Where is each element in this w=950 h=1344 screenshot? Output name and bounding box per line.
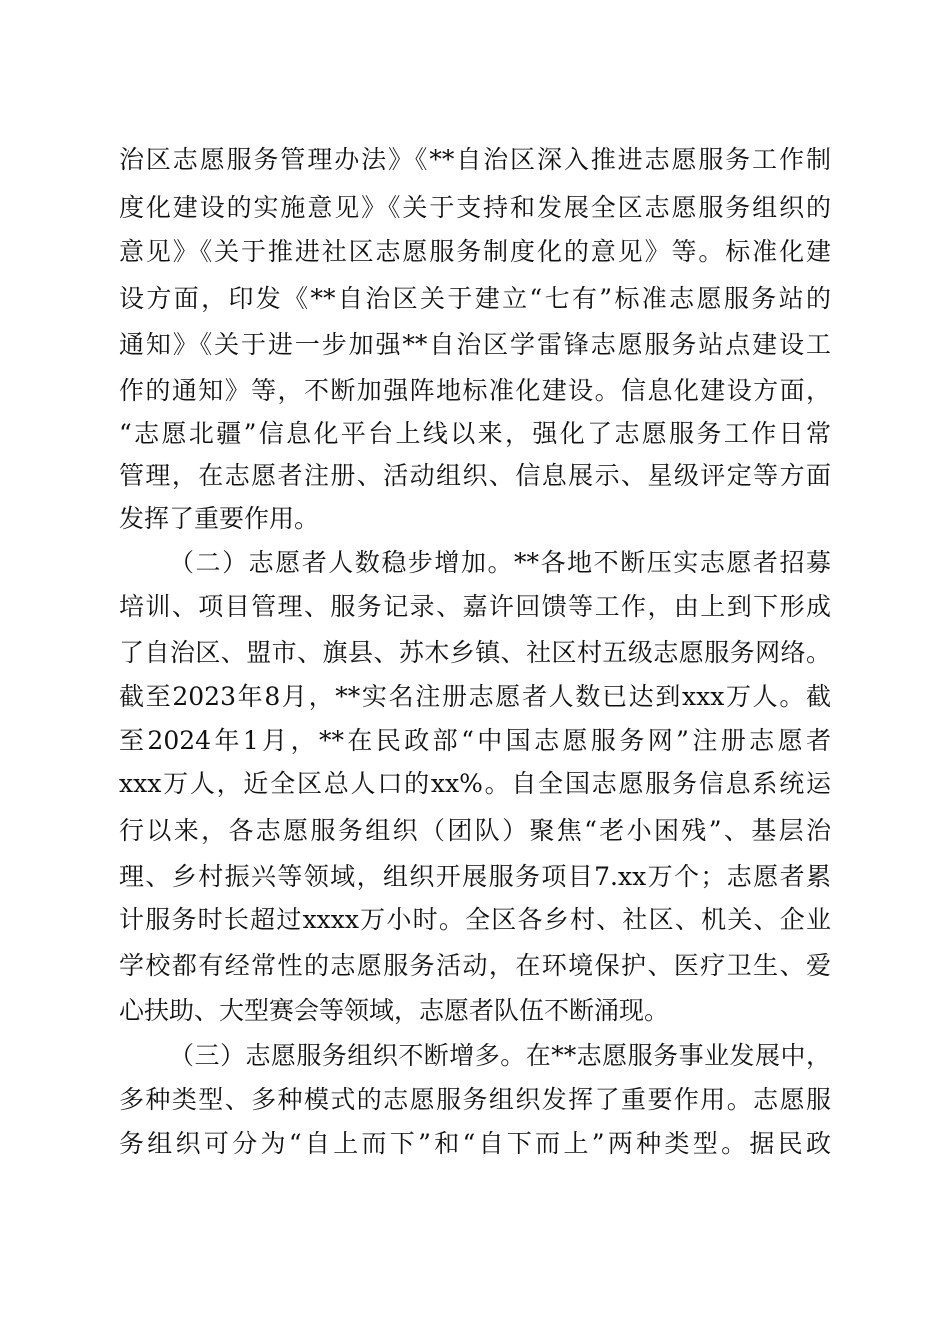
text-line: 行以来，各志愿服务组织（团队）聚焦“老小困残”、基层治 [119,816,831,845]
text-line: 计服务时长超过xxxx万小时。全区各乡村、社区、机关、企业 [119,905,831,934]
text-line: 作的通知》等，不断加强阵地标准化建设。信息化建设方面， [119,376,831,405]
text-line: 多种类型、多种模式的志愿服务组织发挥了重要作用。志愿服 [119,1085,831,1114]
section-heading-line: （三）志愿服务组织不断增多。在**志愿服务事业发展中， [169,1041,831,1070]
text-line: 至2024年1月，**在民政部“中国志愿服务网”注册志愿者 [119,726,831,755]
text-line: 设方面，印发《**自治区关于建立“七有”标准志愿服务站的 [119,284,831,313]
text-line: 培训、项目管理、服务记录、嘉许回馈等工作，由上到下形成 [119,592,831,621]
text-line: 截至2023年8月，**实名注册志愿者人数已达到xxx万人。截 [119,682,831,711]
text-line: xxx万人，近全区总人口的xx%。自全国志愿服务信息系统运 [119,769,831,798]
section-heading-line: （二）志愿者人数稳步增加。**各地不断压实志愿者招募 [169,548,831,577]
text-line: 发挥了重要作用。 [119,504,320,533]
text-line: 学校都有经常性的志愿服务活动，在环境保护、医疗卫生、爱 [119,951,831,980]
text-line: 治区志愿服务管理办法》《**自治区深入推进志愿服务工作制 [119,145,831,174]
text-line: 通知》《关于进一步加强**自治区学雷锋志愿服务站点建设工 [119,330,831,359]
text-line: 意见》《关于推进社区志愿服务制度化的意见》等。标准化建 [119,237,831,266]
text-line: 心扶助、大型赛会等领域，志愿者队伍不断涌现。 [119,996,670,1025]
text-line: 理、乡村振兴等领域，组织开展服务项目7.xx万个；志愿者累 [119,862,831,891]
text-line: 管理，在志愿者注册、活动组织、信息展示、星级评定等方面 [119,461,831,490]
text-line: 度化建设的实施意见》《关于支持和发展全区志愿服务组织的 [119,193,831,222]
text-line: 务组织可分为“自上而下”和“自下而上”两种类型。据民政 [119,1129,831,1158]
text-line: 了自治区、盟市、旗县、苏木乡镇、社区村五级志愿服务网络。 [119,638,831,667]
text-line: “志愿北疆”信息化平台上线以来，强化了志愿服务工作日常 [119,419,831,448]
